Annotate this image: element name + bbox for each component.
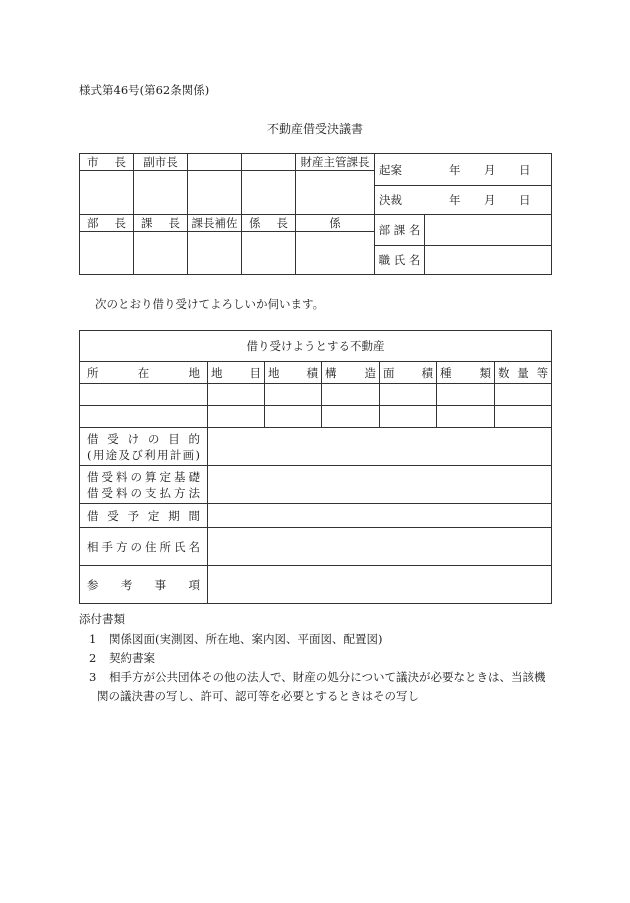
row-fee-line2: 借受料の支払方法 bbox=[87, 485, 200, 500]
row-period-label: 借受予定期間 bbox=[80, 504, 208, 528]
kian-day: 日 bbox=[519, 162, 531, 177]
role-assistant-chief: 課長補佐 bbox=[188, 215, 242, 232]
stamp-box bbox=[134, 171, 188, 215]
col-type: 種類 bbox=[437, 362, 495, 384]
role-property-manager: 財産主管課長 bbox=[296, 154, 375, 171]
attachment-text: 関係図面(実測図、所在地、案内図、平面図、配置図) bbox=[109, 632, 383, 646]
stamp-box bbox=[188, 171, 242, 215]
property-header: 借り受けようとする不動産 bbox=[80, 331, 552, 362]
stamp-box bbox=[134, 232, 188, 275]
attachment-num: 2 bbox=[89, 651, 97, 665]
role-section-chief: 課 長 bbox=[134, 215, 188, 232]
row-fee-label bbox=[80, 466, 208, 504]
role-subsection-chief: 係 長 bbox=[242, 215, 296, 232]
document-title: 不動産借受決議書 bbox=[266, 122, 363, 136]
table-row bbox=[80, 406, 552, 428]
stamp-box bbox=[80, 171, 134, 215]
kessai-date-cell bbox=[375, 186, 552, 215]
role-blank-1 bbox=[188, 154, 242, 171]
dept-value bbox=[425, 215, 552, 246]
col-location: 所在地 bbox=[80, 362, 208, 384]
row-period-value bbox=[208, 504, 552, 528]
row-purpose-line1: 借受けの目的 bbox=[87, 431, 200, 446]
kessai-month: 月 bbox=[484, 193, 496, 207]
role-staff: 係 bbox=[296, 215, 375, 232]
attachments-title: 添付書類 bbox=[79, 612, 125, 626]
form-number: 様式第46号(第62条関係) bbox=[79, 83, 210, 97]
attachment-item bbox=[89, 631, 382, 647]
kessai-label: 決裁 bbox=[379, 193, 402, 207]
name-label: 職 氏 名 bbox=[375, 246, 425, 275]
attachment-num: 1 bbox=[89, 632, 97, 646]
role-director: 部 長 bbox=[80, 215, 134, 232]
kian-year: 年 bbox=[449, 162, 461, 177]
attachment-text: 相手方が公共団体その他の法人で、財産の処分について議決が必要なときは、当該機 bbox=[109, 670, 546, 684]
property-table bbox=[79, 330, 552, 604]
row-partner-value bbox=[208, 528, 552, 566]
row-fee-line1: 借受料の算定基礎 bbox=[87, 469, 200, 484]
row-notes-value bbox=[208, 566, 552, 604]
attachment-text: 契約書案 bbox=[109, 651, 155, 665]
kian-label: 起案 bbox=[379, 162, 402, 177]
col-quantity: 数量等 bbox=[495, 362, 552, 384]
table-row bbox=[80, 384, 552, 406]
role-blank-2 bbox=[242, 154, 296, 171]
col-land-area: 地積 bbox=[265, 362, 322, 384]
attachment-item bbox=[89, 669, 546, 685]
stamp-box bbox=[188, 232, 242, 275]
stamp-box bbox=[296, 171, 375, 215]
kessai-day: 日 bbox=[519, 193, 531, 207]
attachment-item-continuation: 関の議決書の写し、許可、認可等を必要とするときはその写し bbox=[97, 689, 419, 703]
intro-text: 次のとおり借り受けてよろしいか伺います。 bbox=[95, 297, 325, 311]
kian-month: 月 bbox=[484, 162, 496, 177]
kian-date-cell bbox=[375, 154, 552, 186]
row-purpose-line2: (用途及び利用計画) bbox=[87, 447, 200, 462]
stamp-box bbox=[80, 232, 134, 275]
name-value bbox=[425, 246, 552, 275]
col-structure: 構造 bbox=[322, 362, 380, 384]
approval-table bbox=[79, 153, 552, 275]
role-deputy-mayor: 副市長 bbox=[134, 154, 188, 171]
kessai-year: 年 bbox=[449, 193, 461, 207]
col-floor-area: 面積 bbox=[380, 362, 437, 384]
col-land-category: 地目 bbox=[208, 362, 265, 384]
row-purpose-value bbox=[208, 428, 552, 466]
attachment-num: 3 bbox=[89, 670, 97, 684]
dept-label: 部 課 名 bbox=[375, 215, 425, 246]
row-fee-value bbox=[208, 466, 552, 504]
stamp-box bbox=[296, 232, 375, 275]
stamp-box bbox=[242, 171, 296, 215]
stamp-box bbox=[242, 232, 296, 275]
role-mayor: 市 長 bbox=[80, 154, 134, 171]
row-notes-label: 参考事項 bbox=[80, 566, 208, 604]
row-partner-label: 相手方の住所氏名 bbox=[80, 528, 208, 566]
attachment-item bbox=[89, 650, 155, 666]
row-purpose-label bbox=[80, 428, 208, 466]
